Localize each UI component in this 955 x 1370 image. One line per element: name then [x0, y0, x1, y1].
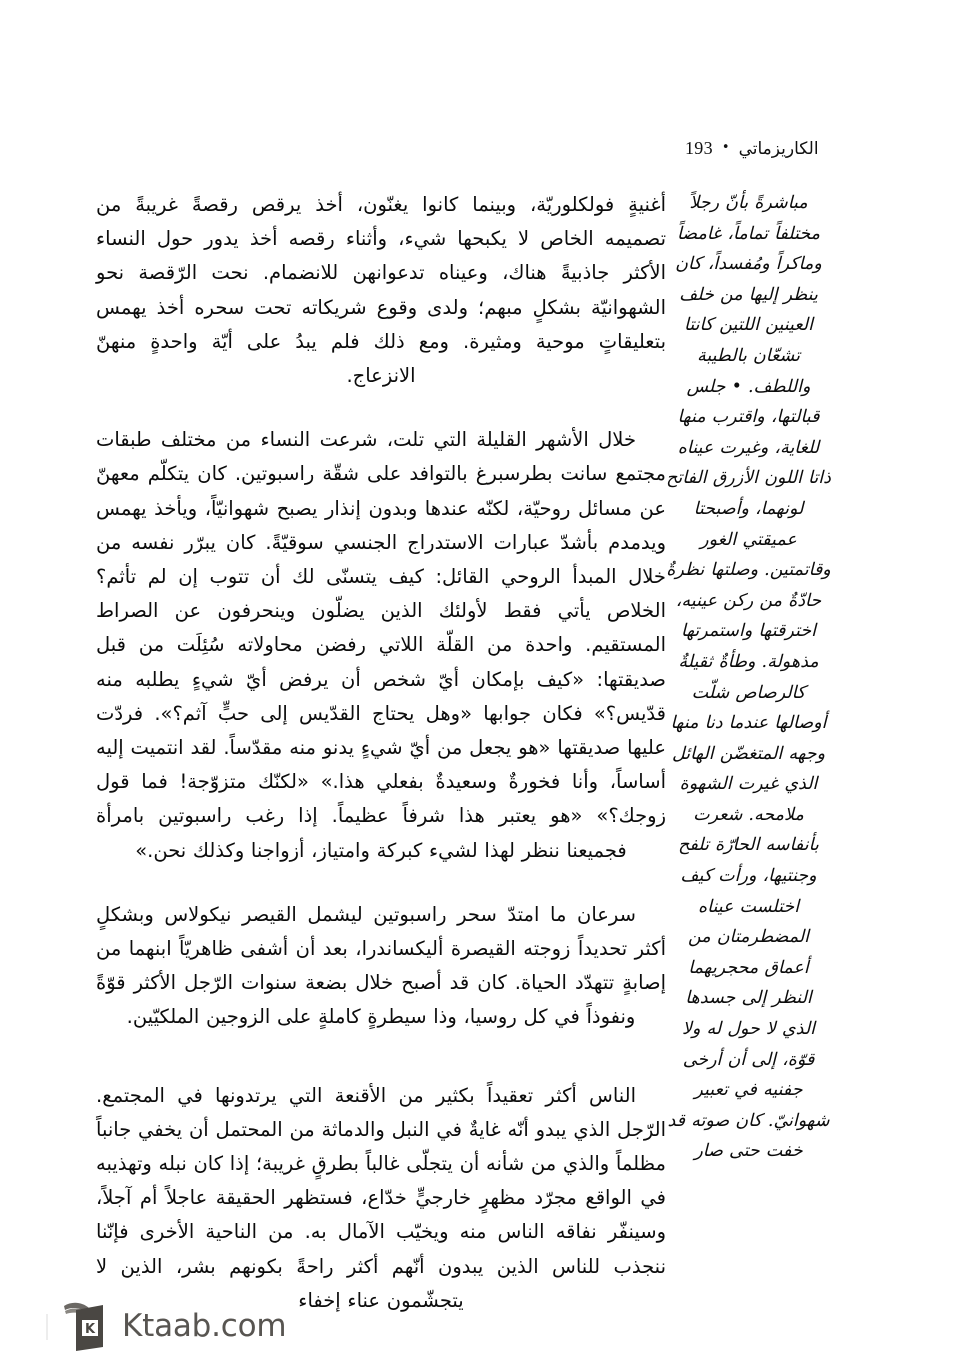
main-text-column: [96, 188, 666, 1318]
book-title: الكاريزماتي: [738, 138, 819, 159]
gutter-tick: [46, 1314, 48, 1340]
paragraph-spacer: [96, 1035, 666, 1079]
svg-text:K: K: [84, 1322, 96, 1337]
page-body: [96, 188, 848, 1312]
paragraph: خلال الأشهر القليلة التي تلت، شرعت النساء من مختلف طبقات مجتمع سانت بطرسبرغ بالتوافد على شقّة راسبوتين. كان يتكلّم معهنّ عن مسائل روحيّة، لكنّه عندها وبدون إنذار يصبح شهوانيّاً، ويأخذ يهمس ويدمدم بأشدّ عبارات الاستدراج الجنسي سوقيّةً. كان يبرّر نفسه من خلال المبدأ الروحي القائل: كيف يتسنّى لك أن تتوب إن لم تأثم؟ الخلاص يأتي فقط لأولئك الذين يضلّون وينحرفون عن الصراط المستقيم. واحدة من القلّة اللاتي رفضن محاولاته سُئِلَت من قبل صديقتها: «كيف بإمكان أيّ شخص أن يرفض أيّ شيءٍ يطلبه منه قدّيس؟» فكان جوابها «وهل يحتاج القدّيس إلى حبٍّ آثم؟». فردّت عليها صديقتها «هو يجعل من أيّ شيءٍ يدنو منه مقدّساً. لقد انتميت إليه أساساً، وأنا فخورةٌ وسعيدةٌ بفعلي هذا.» «لكنّك متزوّجة! فما قول زوجك؟» «هو يعتبر هذا شرفاً عظيماً. إذا رغب راسبوتين بامرأة فجميعنا ننظر لهذا لشيء كبركة وامتياز، أزواجنا وكذلك نحن.»: [96, 428, 666, 862]
running-header-content: [685, 138, 819, 159]
header-separator-dot: •: [721, 139, 730, 155]
paragraph-spacer: [96, 868, 666, 898]
page-number: 193: [685, 137, 713, 158]
margin-note-column: [666, 188, 831, 1167]
paragraph: أغنيةٍ فولكلوريّة، وبينما كانوا يغنّون، أخذ يرقص رقصةً غريبةً من تصميمه الخاص لا يكبحها شيء، وأثناء رقصه أخذ يدور حول النساء الأكثر جاذبيةً هناك، وعيناه تدعوانهن للانضمام. نحت الرّقصة نحو الشهوانيّة بشكلٍ مبهم؛ ولدى وقوع شريكاته تحت سحره أخذ يهمس بتعليقاتٍ موحية ومثيرة. ومع ذلك فلم يبدُ على أيّة واحدةٍ منهنّ الانزعاج.: [96, 193, 666, 388]
paragraph: الناس أكثر تعقيداً بكثير من الأقنعة التي يرتدونها في المجتمع. الرّجل الذي يبدو أنّه غايةٌ في النبل والدماثة من المحتمل أن يخفي جانباً مظلماً والذي من شأنه أن يتجلّى غالباً بطرقٍ غريبة؛ إذا كان نبله وتهذيبه في الواقع مجرّد مظهرٍ خارجيٍّ خدّاع، فستظهر الحقيقة عاجلاً أم آجلاً، وسينفّر نفاقه الناس منه ويخيّب الآمال به. من الناحية الأخرى فإنّنا ننجذب للناس الذين يبدون أنّهم أكثر راحةً بكونهم بشر، الذين لا يتجشّمون عناء إخفاء: [96, 1083, 666, 1312]
paragraph-spacer: [96, 393, 666, 423]
watermark: [62, 1300, 286, 1352]
ktaab-book-icon: [62, 1300, 108, 1352]
margin-note-text: مباشرةً بأنّ رجلاً مختلفاً تماماً، غامضاً وماكراً ومُفسداً، كان ينظر إليها من خلف العينين اللتين كانتا تشعّان بالطيبة واللطف. • جلس قبالتها، واقترب منها للغاية، وغيرت عيناه ذاتا اللون الأزرق الفاتح لونهما، وأصبحتا عميقتي الغور وقاتمتين. وصلتها نظرةٌ حادّةٌ من ركن عينيه، اخترقتها واستمرتها مذهولة. وطأةٌ ثقيلةٌ كالرصاص شلّت أوصالها عندما دنا منها وجهه المتغضّن الهائل الذي غيرت الشهوة ملامحه. شعرت بأنفاسه الحارّة تلفح وجنتيها، ورأت كيف اختلست عيناه المضطرمتان من أعماق محجريهما النظر إلى جسدها الذي لا حول له ولا قوّة، إلى أن أرخى جفنيه في تعبير شهوانيّ. كان صوته قد خفت حتى صار: [666, 193, 831, 1162]
running-header: [0, 131, 955, 165]
watermark-brand: Ktaab.com: [122, 1307, 287, 1344]
paragraph: سرعان ما امتدّ سحر راسبوتين ليشمل القيصر نيكولاس وبشكلٍ أكثر تحديداً زوجته القيصرة أليكساندرا، بعد أن أشفى ظاهريّاً ابنهما من إصابةٍ تتهدّد الحياة. كان قد أصبح خلال بضعة سنوات الرّجل الأكثر قوّةً ونفوذاً في كل روسيا، وذا سيطرةٍ كاملةٍ على الزوجين الملكيّين.: [96, 902, 666, 1029]
